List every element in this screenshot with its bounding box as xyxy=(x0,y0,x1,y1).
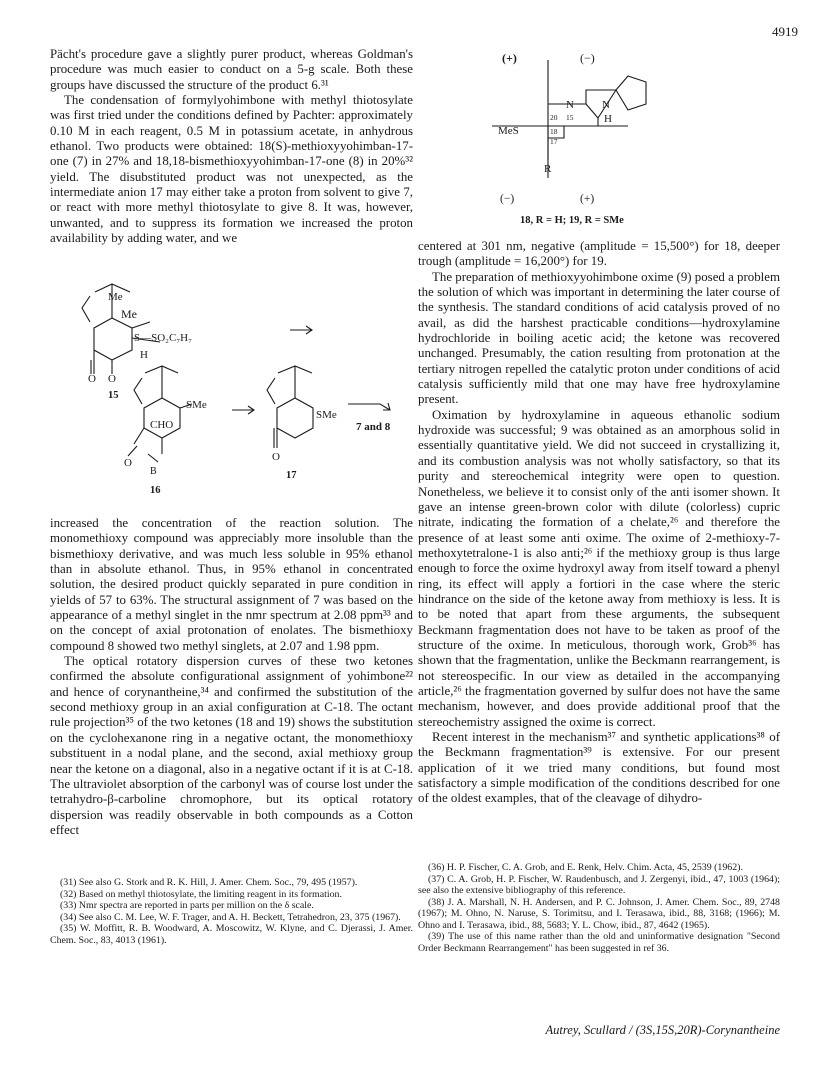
sign-bottom-right: (+) xyxy=(580,193,595,205)
paragraph: Oximation by hydroxylamine in aqueous ethanolic sodium hydroxide was successful; 9 was obtained as an amorphous solid in essentially quantitative yield. We did not succeed in crystallizing it, and its combustion analysis was not wholly satisfactory, so that its purity and stereochemical integrity were open to question. Nonetheless, we believe it to consist only of the anti isomer shown. It gave an intense green-brown color with dilute (colorless) cupric nitrate, indicating the formation of a chelate,²⁶ and therefore the presence of at least some anti oxime. The oxime of 2-methioxy-7-methoxytetralone-1 is also anti;²⁶ if the methioxy group is thus large enough to force the oxime hydroxyl away from itself toward a phenyl ring, its effect will apply a fortiori in the case where the steric hindrance on the side of the ketone away from methioxy is less. It is to be noted that apart from these arguments, the subsequent Beckmann fragmentation does not have to be taken as proof of the structure of the oxime. In meticulous, thorough work, Grob³⁶ has shown that the fragmentation, unlike the Beckmann rearrangement, is not stereospecific. In our view as detailed in the accompanying article,²⁶ the fragmentation governed by sulfur does not have the same mechanism, however, and does provide additional proof that the stereochemistry assigned the oxime is correct. xyxy=(418,407,780,729)
left-column-top-text xyxy=(50,47,413,246)
paragraph: The preparation of methioxyyohimbone oxime (9) posed a problem the solution of which was important in determining the later course of the synthesis. The standard conditions of acid catalysis proved of no avail, as did the harshest practicable conditions—hydroxylamine hydrochloride in boiling acetic acid; the ketone was recovered unchanged. Presumably, the cation resulting from protonation at the tertiary nitrogen repelled the catalytic proton under conditions of acid catalysis sufficiently mild that one may have free hydroxylamine present. xyxy=(418,269,780,407)
cho-label-16: CHO xyxy=(150,419,174,431)
octant-projection-figure xyxy=(468,38,778,238)
footnote: (36) H. P. Fischer, C. A. Grob, and E. Renk, Helv. Chim. Acta, 45, 2539 (1962). xyxy=(428,862,743,873)
sign-top-right: (−) xyxy=(580,51,595,65)
page-number: 4919 xyxy=(772,24,798,39)
footnote: (34) See also C. M. Lee, W. F. Trager, and A. H. Beckett, Tetrahedron, 23, 375 (1967). xyxy=(60,911,401,923)
atom-n-right: N xyxy=(602,99,610,111)
product-label: 7 and 8 xyxy=(356,421,391,433)
h-label-15: H xyxy=(140,349,148,361)
paragraph: Recent interest in the mechanism³⁷ and synthetic applications³⁸ of the Beckmann fragmentation³⁹ is extensive. For our present application of it we tried many conditions, but found most satisfactory a simple modification of the conditions described for one of the oldest examples, that of the cleavage of dihydro- xyxy=(418,730,780,806)
group-mes: MeS xyxy=(498,125,519,137)
o-right-15: O xyxy=(88,373,96,385)
footnotes-right xyxy=(418,862,780,954)
sme-label-17: SMe xyxy=(316,409,337,421)
paragraph: Pächt's procedure gave a slightly purer product, whereas Goldman's procedure was much easier to conduct on a 5-g scale. Both these groups have discussed the structure of the product 6.³¹ xyxy=(50,47,413,92)
sign-top-left: (+) xyxy=(502,51,517,65)
o-left-15: O xyxy=(108,373,116,385)
sign-bottom-left: (−) xyxy=(500,193,515,205)
paragraph: increased the concentration of the reaction solution. The monomethioxy compound was appreciably more insoluble than the bismethioxy derivative, and was much less soluble in 95% ethanol than in absolute ethanol. Thus, in 95% ethanol in concentrated solution, the desired product quickly separated in pure condition in yields of 57 to 63%. The structural assignment of 7 was based on the appearance of a methyl singlet in the nmr spectrum at 2.08 ppm³³ and on the concept of axial protonation of enolates. The bismethioxy compound 8 showed two methyl singlets, at 2.07 and 1.98 ppm. xyxy=(50,516,413,653)
right-column-text xyxy=(418,239,780,807)
reaction-scheme xyxy=(50,278,410,498)
locant-20: 20 xyxy=(550,113,558,122)
footnote: (39) The use of this name rather than the old and uninformative designation "Second Order Beckmann Rearrangement" has been suggested in ref 36. xyxy=(418,931,780,954)
paragraph: The optical rotatory dispersion curves of these two ketones confirmed the absolute configurational assignment of yohimbone²² and hence of corynantheine,³⁴ and confirmed the substitution of the second methioxy group in an axial configuration at C-18. The octant rule projection³⁵ of the two ketones (18 and 19) shows the substitution on the cyclohexanone ring in a negative octant, the monomethioxy substituent in a nodal plane, and the second, axial methioxy group near the ketone on a diagonal, also in a negative octant if it is at C-18. The ultraviolet absorption of the carbonyl was of course lost under the tetrahydro-β-carboline chromophore, but its optical rotatory dispersion was readily observable in both compounds as a Cotton effect xyxy=(50,654,413,837)
footnote: (35) W. Moffitt, R. B. Woodward, A. Moscowitz, W. Klyne, and C. Djerassi, J. Amer. Chem. Soc., 83, 4013 (1961). xyxy=(50,923,413,946)
b-label-16: B xyxy=(150,466,157,477)
me-label-15: Me xyxy=(121,307,137,321)
locant-15: 15 xyxy=(566,113,574,122)
group-r: R xyxy=(544,163,552,175)
o-label-17: O xyxy=(272,451,280,463)
footnote: (33) Nmr spectra are reported in parts per million on the δ scale. xyxy=(60,900,314,911)
compound-17-label: 17 xyxy=(286,470,297,481)
footnotes-left xyxy=(50,877,413,946)
locant-18: 18 xyxy=(550,127,558,136)
running-footer: Autrey, Scullard / (3S,15S,20R)-Corynantheine xyxy=(545,1023,780,1037)
footnote: (38) J. A. Marshall, N. H. Andersen, and P. C. Johnson, J. Amer. Chem. Soc., 89, 2748 (1967); M. Ohno, N. Naruse, S. Torimitsu, and I. Terasawa, ibid., 88, 3168; (1966); M. Ohno and I. Terasawa, ibid., 88, 5683; Y. L. Chow, ibid., 87, 4642 (1965). xyxy=(418,896,780,931)
ring-bond xyxy=(82,296,90,322)
o-label-16: O xyxy=(124,457,132,469)
footnote: (37) C. A. Grob, H. P. Fischer, W. Raudenbusch, and J. Zergenyi, ibid., 47, 1003 (1964); see also the extensive bibliography of this reference. xyxy=(418,873,780,896)
paragraph: The condensation of formylyohimbone with methyl thiotosylate was first tried under the conditions defined by Pachter: approximately 0.10 M in each reagent, 0.5 M in potassium acetate, in anhydrous ethanol. Two products were obtained: 18(S)-methioxyyohimban-17-one (7) in 27% and 18,18-bismethioxyyohimban-17-one (8) in 20%³² yield. The disubstituted product was not unexpected, as the intermediate anion 17 may either take a proton from solvent to give 7, or react with more methyl thiotosylate to give 8. It was, however, unwanted, and to suppress its formation we increased the proton availability by adding water, and we xyxy=(50,93,413,246)
methyl-label: Me xyxy=(108,291,123,303)
left-column-body-text xyxy=(50,516,413,838)
footnote: (32) Based on methyl thiotosylate, the limiting reagent in its formation. xyxy=(60,888,342,900)
compound-15-label: 15 xyxy=(108,390,119,401)
footnote: (31) See also G. Stork and R. K. Hill, J. Amer. Chem. Soc., 79, 495 (1957). xyxy=(60,877,358,888)
sme-label-16: SMe xyxy=(186,399,207,411)
compound-16-label: 16 xyxy=(150,485,161,496)
octant-figure-caption: 18, R = H; 19, R = SMe xyxy=(520,215,624,226)
atom-h: H xyxy=(604,113,612,125)
atom-n-top: N xyxy=(566,99,574,111)
locant-17: 17 xyxy=(550,137,558,146)
paragraph: centered at 301 nm, negative (amplitude = 15,500°) for 18, deeper trough (amplitude = 16,200°) for 19. xyxy=(418,239,780,269)
reagent-label: S—SO₂C₇H₇ xyxy=(134,332,192,344)
